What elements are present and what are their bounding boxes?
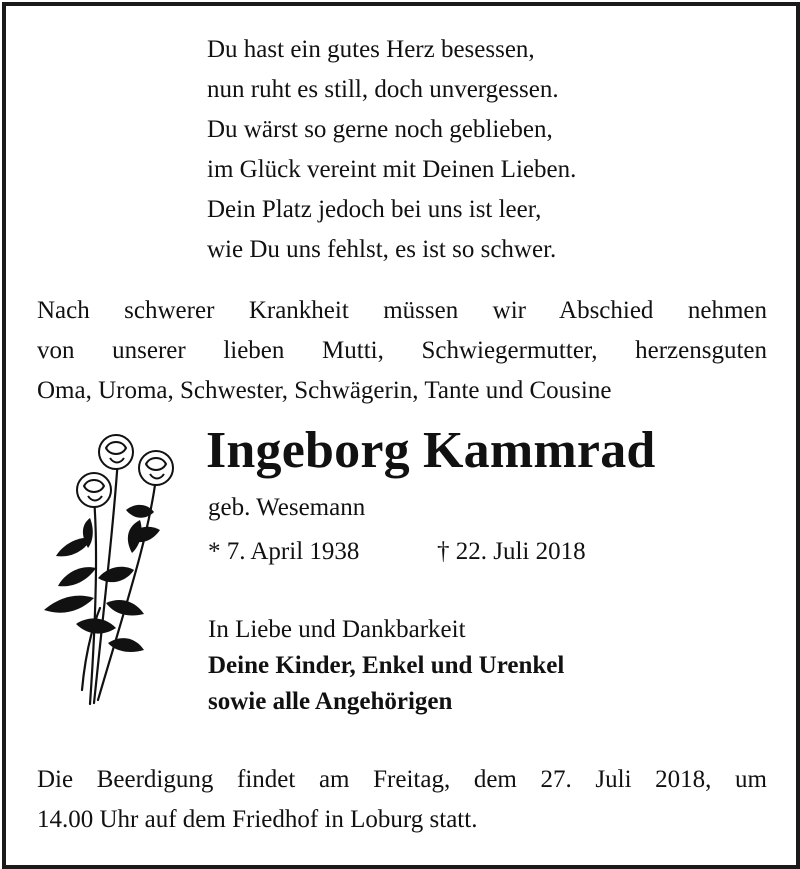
announcement-line: Oma, Uroma, Schwester, Schwägerin, Tante und Cousine	[37, 377, 612, 404]
poem-line: Du wärst so gerne noch geblieben,	[207, 116, 553, 143]
poem-line: nun ruht es still, doch unvergessen.	[207, 76, 559, 103]
roses-icon	[36, 428, 186, 708]
signoff-dedication: In Liebe und Dankbarkeit	[208, 616, 466, 643]
maiden-name: geb. Wesemann	[208, 494, 366, 521]
funeral-line: 14.00 Uhr auf dem Friedhof in Loburg statt.	[37, 806, 478, 833]
announcement-line: von unserer lieben Mutti, Schwiegermutter, herzensguten	[37, 337, 767, 364]
funeral-details	[37, 760, 767, 840]
signoff-family: Deine Kinder, Enkel und Urenkel	[208, 652, 565, 679]
poem-line: Dein Platz jedoch bei uns ist leer,	[207, 196, 542, 223]
birth-date: * 7. April 1938	[208, 538, 360, 565]
announcement-line: Nach schwerer Krankheit müssen wir Abschied nehmen	[37, 297, 767, 324]
death-date: † 22. Juli 2018	[437, 538, 586, 565]
signoff-relatives: sowie alle Angehörigen	[208, 688, 453, 715]
mourners-signoff	[208, 612, 564, 720]
announcement-text	[37, 291, 767, 411]
poem-line: Du hast ein gutes Herz besessen,	[207, 36, 535, 63]
memorial-poem	[207, 30, 576, 270]
deceased-name: Ingeborg Kammrad	[206, 422, 656, 479]
poem-line: wie Du uns fehlst, es ist so schwer.	[207, 236, 557, 263]
poem-line: im Glück vereint mit Deinen Lieben.	[207, 156, 577, 183]
funeral-line: Die Beerdigung findet am Freitag, dem 27. Juli 2018, um	[37, 766, 767, 793]
